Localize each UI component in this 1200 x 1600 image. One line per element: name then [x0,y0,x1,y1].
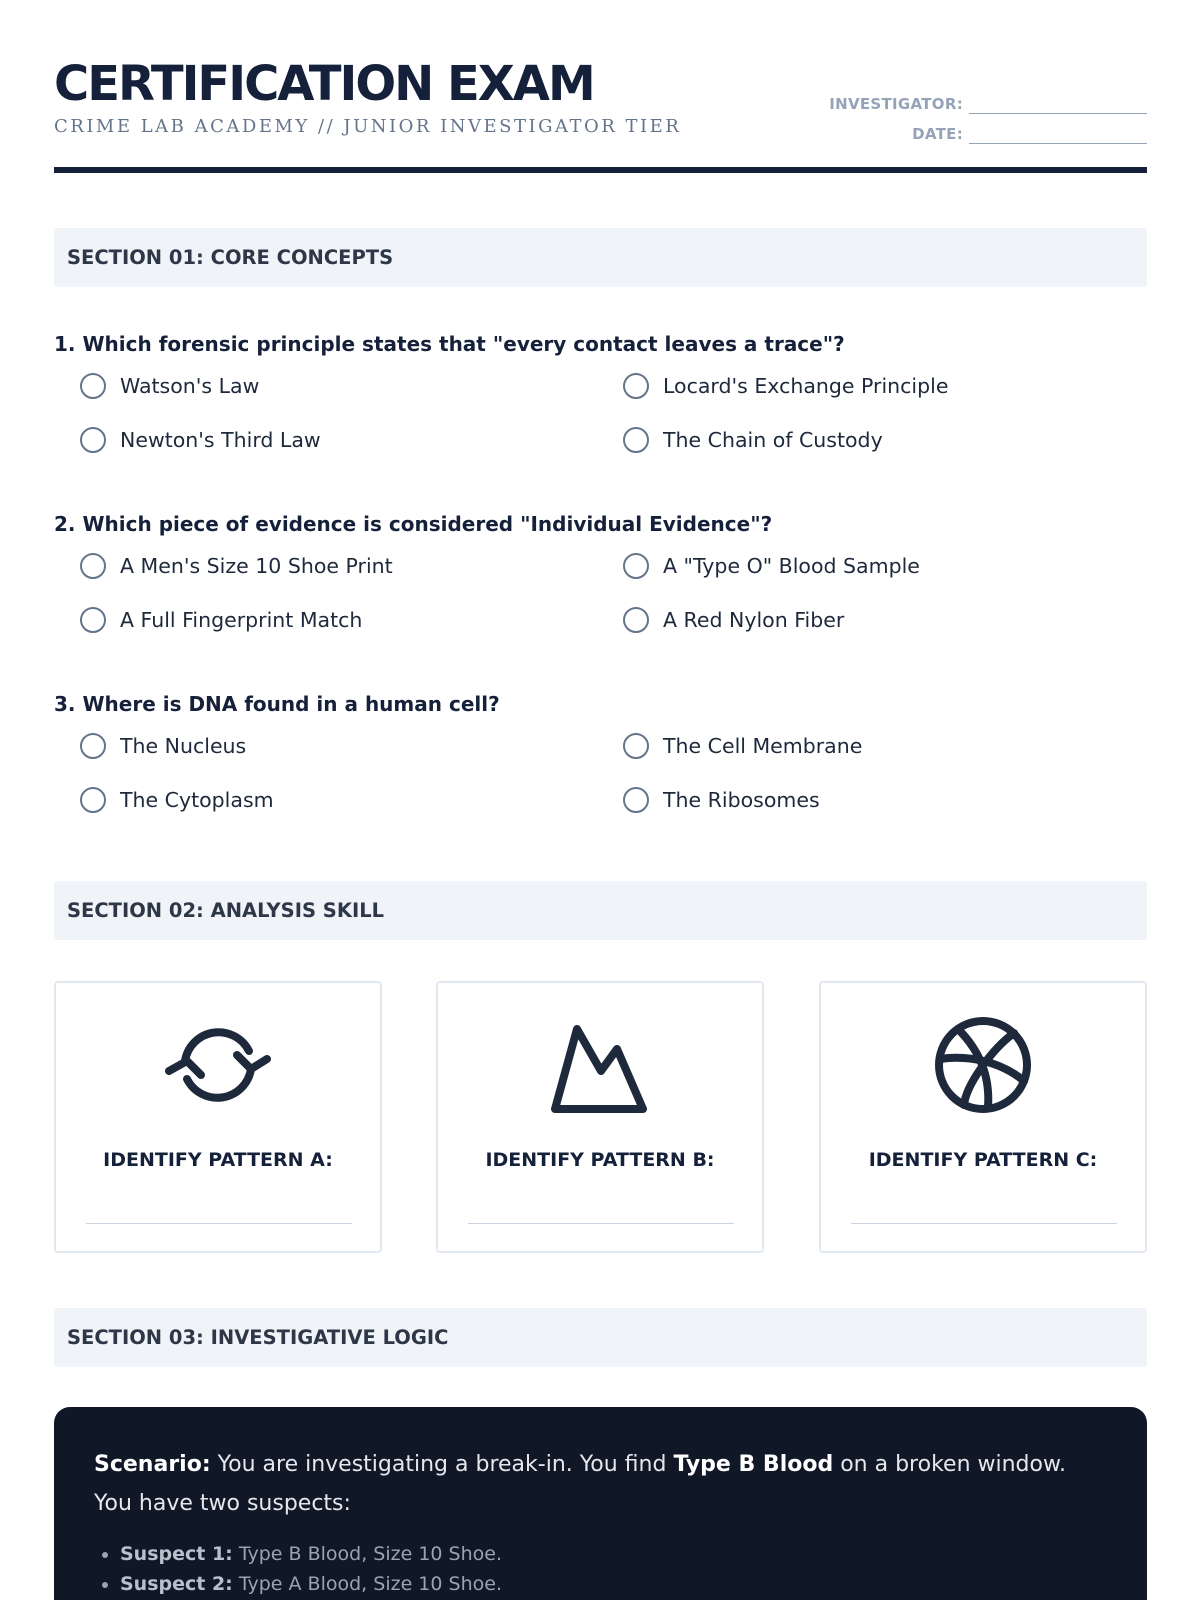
answer-option[interactable] [597,605,844,635]
answer-option[interactable] [597,785,820,815]
suspect-name: Suspect 2: [120,1573,233,1595]
date-label: DATE: [912,125,963,143]
suspect-name: Suspect 1: [120,1543,233,1565]
option-label: A Men's Size 10 Shoe Print [120,554,393,578]
option-label: The Nucleus [120,734,247,758]
date-field [827,114,1147,144]
date-input-line[interactable] [969,124,1147,144]
whorl-ball-icon [928,1015,1038,1115]
question-3 [54,691,1147,841]
radio-button[interactable] [623,607,649,633]
pattern-label: IDENTIFY PATTERN C: [868,1149,1098,1171]
option-label: A "Type O" Blood Sample [663,554,920,578]
question-1 [54,331,1147,481]
suspect-list [120,1539,1107,1599]
answer-option[interactable] [54,785,274,815]
option-label: A Full Fingerprint Match [120,608,363,632]
pattern-label: IDENTIFY PATTERN B: [485,1149,715,1171]
pattern-label: IDENTIFY PATTERN A: [103,1149,333,1171]
radio-button[interactable] [623,553,649,579]
question-text: 3. Where is DNA found in a human cell? [54,692,500,716]
answer-option[interactable] [54,731,246,761]
radio-button[interactable] [80,787,106,813]
question-text: 2. Which piece of evidence is considered "Individual Evidence"? [54,512,773,536]
radio-button[interactable] [80,373,106,399]
option-label: Locard's Exchange Principle [663,374,949,398]
pattern-card-b [436,981,764,1253]
answer-option[interactable] [54,605,362,635]
radio-button[interactable] [80,733,106,759]
section-header-analysis-skill [54,881,1147,940]
answer-option[interactable] [54,551,393,581]
radio-button[interactable] [623,787,649,813]
radio-button[interactable] [623,373,649,399]
radio-button[interactable] [80,607,106,633]
option-label: The Chain of Custody [663,428,883,452]
radio-button[interactable] [623,427,649,453]
question-text: 1. Which forensic principle states that "every contact leaves a trace"? [54,332,845,356]
option-label: Newton's Third Law [120,428,321,452]
investigator-input-line[interactable] [969,94,1147,114]
option-label: The Cytoplasm [120,788,274,812]
answer-option[interactable] [597,731,862,761]
pattern-card-a [54,981,382,1253]
answer-option[interactable] [597,425,883,455]
answer-line[interactable] [851,1223,1117,1224]
option-label: The Ribosomes [663,788,820,812]
answer-line[interactable] [86,1223,352,1224]
answer-options [54,371,1147,481]
scenario-text-part: You are investigating a break-in. You find [217,1452,667,1477]
answer-line[interactable] [468,1223,734,1224]
radio-button[interactable] [80,553,106,579]
option-label: Watson's Law [120,374,260,398]
section-header-core-concepts [54,228,1147,287]
pattern-cards [54,981,1147,1253]
suspect-item [120,1569,1107,1599]
section-header-investigative-logic [54,1308,1147,1367]
arch-peaks-icon [545,1015,655,1115]
pattern-card-c [819,981,1147,1253]
answer-option[interactable] [54,425,321,455]
scenario-text [94,1445,1107,1523]
section-title: SECTION 02: ANALYSIS SKILL [67,899,385,922]
scenario-text-part: on a broken window. You have two suspects: [94,1452,1066,1516]
investigator-label: INVESTIGATOR: [829,95,963,113]
radio-button[interactable] [623,733,649,759]
answer-options [54,731,1147,841]
meta-fields [827,84,1147,144]
section-title: SECTION 01: CORE CONCEPTS [67,246,394,269]
suspect-detail: Type B Blood, Size 10 Shoe. [238,1543,503,1565]
page-title: CERTIFICATION EXAM [54,56,594,112]
option-label: A Red Nylon Fiber [663,608,845,632]
option-label: The Cell Membrane [663,734,863,758]
scenario-lead: Scenario: [94,1452,211,1477]
loop-arrows-icon [163,1015,273,1115]
exam-page [54,0,1147,1595]
section-title: SECTION 03: INVESTIGATIVE LOGIC [67,1326,449,1349]
suspect-item [120,1539,1107,1569]
question-2 [54,511,1147,661]
answer-option[interactable] [597,551,920,581]
page-subtitle: CRIME LAB ACADEMY // JUNIOR INVESTIGATOR TIER [54,116,682,137]
radio-button[interactable] [80,427,106,453]
answer-option[interactable] [597,371,948,401]
answer-option[interactable] [54,371,259,401]
scenario-panel [54,1407,1147,1600]
answer-options [54,551,1147,661]
investigator-field [827,84,1147,114]
suspect-detail: Type A Blood, Size 10 Shoe. [238,1573,502,1595]
exam-header [54,0,1147,174]
header-divider [54,167,1147,173]
scenario-highlight: Type B Blood [673,1452,834,1477]
